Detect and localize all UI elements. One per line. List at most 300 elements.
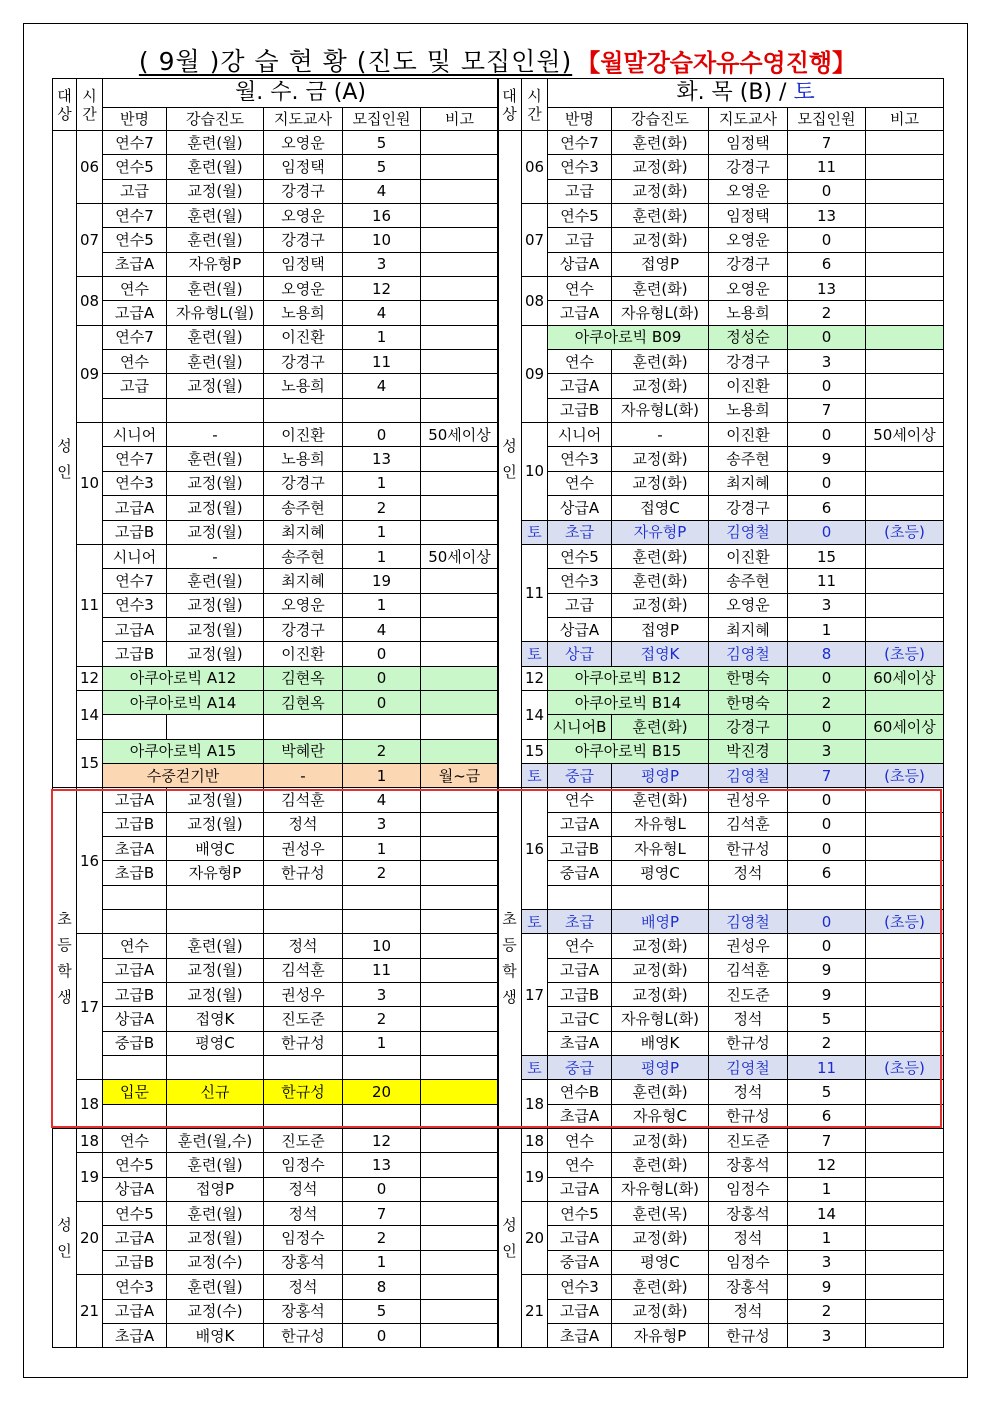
recruit-count [343, 1104, 421, 1128]
class-name: 고급A [548, 1226, 612, 1250]
class-name: 연수7 [103, 569, 167, 593]
category-char: 생 [502, 988, 517, 1007]
lesson-progress: 훈련(월) [167, 1153, 264, 1177]
instructor: 김석훈 [709, 958, 788, 982]
schedule-row [498, 544, 944, 568]
remarks [421, 666, 499, 690]
instructor: 정석 [264, 812, 343, 836]
schedule-row [498, 958, 944, 982]
recruit-count: 13 [788, 277, 866, 301]
recruit-count: 0 [788, 374, 866, 398]
lesson-progress: 교정(화) [612, 1226, 709, 1250]
schedule-row [53, 204, 499, 228]
lesson-progress: 훈련(화) [612, 277, 709, 301]
recruit-count: 5 [788, 1080, 866, 1104]
remarks [421, 179, 499, 203]
category-char: 인 [502, 463, 517, 482]
remarks [866, 788, 944, 812]
class-name: 고급A [103, 496, 167, 520]
schedule-row [498, 983, 944, 1007]
class-name: 연수5 [103, 228, 167, 252]
class-name: 시니어 [103, 423, 167, 447]
class-name [103, 1056, 167, 1080]
instructor: 임정택 [264, 252, 343, 276]
schedule-row [498, 666, 944, 690]
recruit-count: 14 [788, 1202, 866, 1226]
instructor: 진도준 [709, 1129, 788, 1153]
instructor: 진도준 [264, 1007, 343, 1031]
remarks [421, 1104, 499, 1128]
time-slot: 14 [522, 690, 548, 739]
class-name: 고급A [103, 958, 167, 982]
category-char: 초 [57, 910, 72, 929]
recruit-count: 2 [343, 739, 421, 763]
instructor [264, 1104, 343, 1128]
schedule-row [53, 934, 499, 958]
schedule-row [498, 788, 944, 812]
time-slot: 17 [522, 934, 548, 1056]
instructor: 한규성 [264, 1031, 343, 1055]
remarks [421, 617, 499, 641]
remarks [866, 1275, 944, 1299]
category-char: 등 [57, 936, 72, 955]
remarks [866, 471, 944, 495]
lesson-progress: 자유형L [612, 836, 709, 860]
lesson-progress: 교정(화) [612, 958, 709, 982]
recruit-count: 13 [343, 447, 421, 471]
class-name: 고급A [103, 1226, 167, 1250]
remarks [421, 593, 499, 617]
remarks [421, 155, 499, 179]
instructor: 노용희 [709, 301, 788, 325]
instructor: 노용희 [264, 301, 343, 325]
recruit-count [788, 885, 866, 909]
schedule-row [53, 496, 499, 520]
schedule-row [498, 812, 944, 836]
time-slot: 11 [77, 544, 103, 666]
remarks [866, 617, 944, 641]
lesson-progress: 교정(월) [167, 520, 264, 544]
recruit-count: 2 [343, 496, 421, 520]
schedule-row [498, 1202, 944, 1226]
remarks: 50세이상 [421, 423, 499, 447]
class-name [103, 1104, 167, 1128]
schedule-row [53, 861, 499, 885]
schedule-row [498, 861, 944, 885]
saturday-marker: 토 [522, 910, 548, 934]
lesson-progress: 교정(화) [612, 447, 709, 471]
recruit-count: 9 [788, 983, 866, 1007]
instructor: 강경구 [264, 471, 343, 495]
recruit-count: 1 [343, 471, 421, 495]
class-name: 연수 [548, 934, 612, 958]
instructor: 정석 [264, 1202, 343, 1226]
time-header-char: 시 [82, 86, 97, 105]
category-header-char: 상 [502, 104, 517, 123]
lesson-progress: 접영K [612, 642, 709, 666]
remarks [866, 1104, 944, 1128]
schedule-row [53, 1080, 499, 1104]
remarks: 50세이상 [421, 544, 499, 568]
class-name: 고급A [548, 1177, 612, 1201]
instructor: 장홍석 [709, 1275, 788, 1299]
remarks [866, 690, 944, 714]
instructor: 한규성 [264, 861, 343, 885]
instructor: 송주현 [264, 544, 343, 568]
time-header-char: 시 [527, 86, 542, 105]
lesson-progress: 훈련(월) [167, 277, 264, 301]
remarks [421, 471, 499, 495]
schedule-row [498, 179, 944, 203]
schedule-row [53, 593, 499, 617]
schedule-row [498, 1226, 944, 1250]
class-name: 연수 [103, 277, 167, 301]
schedule-row [498, 398, 944, 422]
remarks [866, 593, 944, 617]
lesson-progress [167, 1056, 264, 1080]
page-title [52, 42, 943, 78]
lesson-progress: 교정(월) [167, 1226, 264, 1250]
class-name: 고급C [548, 1007, 612, 1031]
class-name: 아쿠아로빅 A12 [103, 666, 264, 690]
recruit-count: 11 [788, 1056, 866, 1080]
lesson-progress: 자유형L(월) [167, 301, 264, 325]
instructor: 한규성 [264, 1080, 343, 1104]
class-name: 중급A [548, 861, 612, 885]
title-notice: 【월말강습자유수영진행】 [576, 48, 857, 77]
recruit-count: 0 [788, 228, 866, 252]
remarks [866, 885, 944, 909]
remarks [421, 1250, 499, 1274]
remarks [421, 1299, 499, 1323]
instructor: 송주현 [264, 496, 343, 520]
schedule-table-mwf [52, 78, 499, 1348]
schedule-row [53, 350, 499, 374]
time-slot: 10 [77, 423, 103, 545]
schedule-row [498, 204, 944, 228]
schedule-row [53, 739, 499, 763]
column-header-class-name: 반명 [103, 108, 167, 131]
instructor: 오영운 [264, 204, 343, 228]
class-name: 연수3 [548, 569, 612, 593]
class-name: 아쿠아로빅 B12 [548, 666, 709, 690]
class-name: 고급 [548, 593, 612, 617]
lesson-progress: 교정(수) [167, 1299, 264, 1323]
remarks [866, 1080, 944, 1104]
class-name: 고급 [103, 374, 167, 398]
class-name: 고급 [548, 179, 612, 203]
recruit-count: 2 [343, 861, 421, 885]
instructor: 송주현 [709, 447, 788, 471]
recruit-count: 1 [343, 1250, 421, 1274]
instructor [709, 885, 788, 909]
recruit-count [343, 715, 421, 739]
class-name: 고급A [548, 301, 612, 325]
recruit-count: 0 [788, 471, 866, 495]
lesson-progress: 배영P [612, 910, 709, 934]
instructor: 장홍석 [709, 1153, 788, 1177]
lesson-progress: 접영C [612, 496, 709, 520]
remarks [421, 301, 499, 325]
remarks [866, 1250, 944, 1274]
instructor: 이진환 [709, 544, 788, 568]
lesson-progress [167, 715, 264, 739]
schedule-row [53, 447, 499, 471]
instructor: 이진환 [264, 325, 343, 349]
lesson-progress: 교정(월) [167, 374, 264, 398]
recruit-count: 3 [788, 593, 866, 617]
lesson-progress: 신규 [167, 1080, 264, 1104]
recruit-count: 2 [343, 1007, 421, 1031]
instructor: 김석훈 [264, 958, 343, 982]
lesson-progress: 훈련(월) [167, 131, 264, 155]
recruit-count [343, 910, 421, 934]
time-slot: 09 [77, 325, 103, 422]
saturday-marker: 토 [522, 1056, 548, 1080]
recruit-count: 3 [788, 1323, 866, 1347]
class-name: 연수7 [103, 204, 167, 228]
recruit-count: 6 [788, 496, 866, 520]
time-slot: 21 [77, 1275, 103, 1348]
time-header-char: 간 [82, 104, 97, 123]
remarks [866, 374, 944, 398]
class-name: 초급A [548, 1323, 612, 1347]
schedule-row [53, 1250, 499, 1274]
instructor: 강경구 [709, 496, 788, 520]
remarks: (초등) [866, 763, 944, 787]
recruit-count: 9 [788, 1275, 866, 1299]
column-header-recruit-count: 모집인원 [343, 108, 421, 131]
remarks [866, 1007, 944, 1031]
column-header-remarks: 비고 [866, 108, 944, 131]
schedule-row [53, 155, 499, 179]
class-name: 연수 [548, 471, 612, 495]
schedule-row [53, 958, 499, 982]
instructor: 최지혜 [264, 569, 343, 593]
recruit-count: 5 [343, 131, 421, 155]
column-header-remarks: 비고 [421, 108, 499, 131]
remarks [866, 1226, 944, 1250]
instructor: 임정수 [264, 1226, 343, 1250]
instructor: 강경구 [709, 350, 788, 374]
remarks [866, 252, 944, 276]
class-name: 시니어 [548, 423, 612, 447]
recruit-count: 0 [343, 1323, 421, 1347]
class-name: 고급A [103, 1299, 167, 1323]
recruit-count: 1 [343, 763, 421, 787]
time-slot: 08 [77, 277, 103, 326]
instructor: 정석 [709, 861, 788, 885]
recruit-count: 3 [788, 739, 866, 763]
lesson-progress: - [167, 544, 264, 568]
recruit-count: 0 [788, 179, 866, 203]
lesson-progress: 교정(월) [167, 788, 264, 812]
instructor: 임정수 [264, 1153, 343, 1177]
class-name: 고급B [548, 983, 612, 1007]
instructor [264, 715, 343, 739]
instructor: 노용희 [264, 447, 343, 471]
lesson-progress: 자유형L(화) [612, 398, 709, 422]
remarks [866, 1177, 944, 1201]
recruit-count [343, 398, 421, 422]
schedule-row [498, 1323, 944, 1347]
schedule-row [498, 277, 944, 301]
remarks [866, 934, 944, 958]
remarks [421, 277, 499, 301]
instructor: 정석 [709, 1007, 788, 1031]
time-slot: 14 [77, 690, 103, 739]
class-name: 연수5 [103, 1202, 167, 1226]
remarks [421, 447, 499, 471]
recruit-count: 7 [788, 763, 866, 787]
column-header-lesson-progress: 강습진도 [612, 108, 709, 131]
recruit-count: 20 [343, 1080, 421, 1104]
remarks [421, 861, 499, 885]
class-name: 초급A [548, 1031, 612, 1055]
class-name: 고급A [103, 301, 167, 325]
class-name: 연수5 [103, 1153, 167, 1177]
lesson-progress: 훈련(화) [612, 1153, 709, 1177]
instructor: 김석훈 [264, 788, 343, 812]
remarks [421, 569, 499, 593]
class-name: 초급A [548, 1104, 612, 1128]
schedule-row [498, 934, 944, 958]
remarks [866, 131, 944, 155]
recruit-count: 2 [788, 1031, 866, 1055]
column-header-instructor: 지도교사 [709, 108, 788, 131]
class-name: 초급 [548, 910, 612, 934]
lesson-progress: - [167, 423, 264, 447]
schedule-table-tth-sat [497, 78, 944, 1348]
schedule-row [53, 252, 499, 276]
lesson-progress: 훈련(화) [612, 544, 709, 568]
lesson-progress: 자유형L(화) [612, 301, 709, 325]
category-header-char: 대 [502, 86, 517, 105]
lesson-progress: 훈련(화) [612, 715, 709, 739]
time-slot: 20 [77, 1202, 103, 1275]
category-char: 인 [57, 463, 72, 482]
recruit-count: 3 [343, 252, 421, 276]
lesson-progress: 교정(화) [612, 983, 709, 1007]
remarks [866, 983, 944, 1007]
class-name: 연수7 [103, 325, 167, 349]
recruit-count: 8 [788, 642, 866, 666]
time-slot: 16 [522, 788, 548, 910]
remarks: (초등) [866, 1056, 944, 1080]
remarks [421, 1226, 499, 1250]
schedule-row [53, 1007, 499, 1031]
schedule-row [53, 617, 499, 641]
schedule-row [498, 910, 944, 934]
lesson-progress: 교정(화) [612, 374, 709, 398]
schedule-row [498, 423, 944, 447]
schedule-row [498, 1275, 944, 1299]
recruit-count: 1 [788, 1226, 866, 1250]
lesson-progress: 훈련(화) [612, 788, 709, 812]
remarks [421, 1007, 499, 1031]
recruit-count: 1 [343, 520, 421, 544]
recruit-count: 1 [343, 544, 421, 568]
category-adult [53, 1129, 77, 1348]
lesson-progress: 훈련(월) [167, 1202, 264, 1226]
time-slot: 07 [77, 204, 103, 277]
lesson-progress: 훈련(화) [612, 1080, 709, 1104]
time-slot: 19 [522, 1153, 548, 1202]
recruit-count: 0 [343, 666, 421, 690]
remarks: 월~금 [421, 763, 499, 787]
lesson-progress: - [612, 423, 709, 447]
schedule-row [53, 812, 499, 836]
time-slot: 15 [77, 739, 103, 788]
saturday-marker: 토 [522, 520, 548, 544]
recruit-count: 3 [343, 983, 421, 1007]
class-name: 연수B [548, 1080, 612, 1104]
class-name: 고급 [103, 179, 167, 203]
instructor: 강경구 [709, 252, 788, 276]
schedule-row [498, 1007, 944, 1031]
lesson-progress: 배영C [167, 836, 264, 860]
class-name [103, 715, 167, 739]
schedule-row [53, 1299, 499, 1323]
schedule-row [53, 1226, 499, 1250]
category-adult [53, 131, 77, 788]
time-slot: 20 [522, 1202, 548, 1275]
remarks [866, 1202, 944, 1226]
remarks [866, 812, 944, 836]
instructor: 한규성 [709, 1104, 788, 1128]
remarks [421, 252, 499, 276]
time-header [77, 79, 103, 131]
lesson-progress: 자유형P [612, 520, 709, 544]
instructor [264, 885, 343, 909]
category-char: 성 [57, 1216, 72, 1235]
instructor: 권성우 [264, 836, 343, 860]
lesson-progress: 접영P [167, 1177, 264, 1201]
remarks [421, 325, 499, 349]
recruit-count: 3 [788, 350, 866, 374]
instructor: 이진환 [264, 423, 343, 447]
instructor: 진도준 [264, 1129, 343, 1153]
remarks: (초등) [866, 910, 944, 934]
schedule-row [498, 1250, 944, 1274]
instructor: 김영철 [709, 763, 788, 787]
lesson-progress: 교정(월) [167, 958, 264, 982]
class-name: 초급A [103, 1323, 167, 1347]
class-name: 연수3 [548, 155, 612, 179]
schedule-row [53, 423, 499, 447]
recruit-count: 19 [343, 569, 421, 593]
lesson-progress: 교정(화) [612, 179, 709, 203]
class-name [103, 885, 167, 909]
class-name: 연수5 [548, 1202, 612, 1226]
recruit-count: 4 [343, 301, 421, 325]
schedule-row [498, 715, 944, 739]
lesson-progress: 자유형C [612, 1104, 709, 1128]
instructor: 김영철 [709, 910, 788, 934]
category-char: 학 [502, 962, 517, 981]
instructor: 오영운 [264, 593, 343, 617]
remarks [421, 836, 499, 860]
instructor [264, 398, 343, 422]
instructor: 정석 [709, 1080, 788, 1104]
instructor: 김현옥 [264, 666, 343, 690]
time-slot: 19 [77, 1153, 103, 1202]
schedule-row [498, 1080, 944, 1104]
schedule-row [53, 569, 499, 593]
schedule-row [498, 131, 944, 155]
lesson-progress: 교정(화) [612, 593, 709, 617]
lesson-progress: 교정(화) [612, 1299, 709, 1323]
